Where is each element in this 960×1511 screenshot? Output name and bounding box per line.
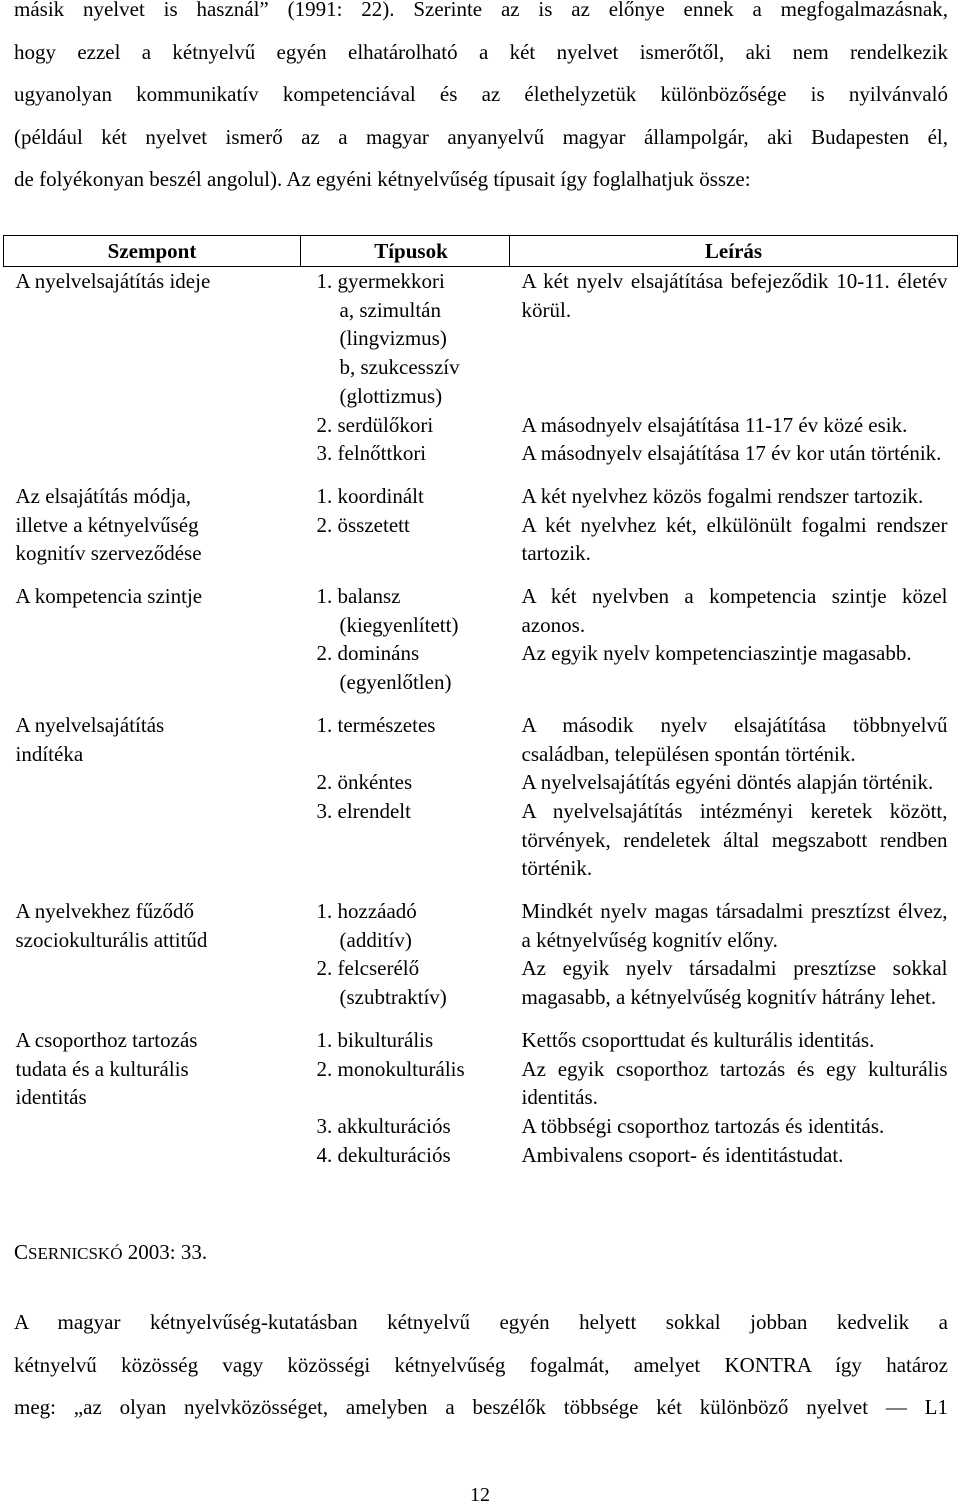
aspect-line: tudata és a kulturális [15,1056,189,1081]
subtype-line: b, szukcesszív [339,355,460,380]
description-cell: Kettős csoporttudat és kulturális identitás. [521,1027,875,1052]
type-line: 3. elrendelt [316,798,411,823]
subtype-line: (glottizmus) [339,383,443,408]
description-cell: A második nyelv elsajátítása többnyelvű családban, településen spontán történik. [521,712,948,766]
type-line: 2. serdülőkori [316,412,434,437]
type-line: 4. dekulturációs [316,1142,451,1167]
description-cell: A másodnyelv elsajátítása 17 év kor után történik. [521,441,942,466]
description-cell: Az egyik nyelv társadalmi presztízse sokkal magasabb, a kétnyelvűség kognitív hátrány lehet. [521,956,948,1010]
type-cell [301,711,510,768]
aspect-line: A nyelvekhez fűződő [15,899,194,924]
section-spacer [4,468,958,482]
aspect-cell [4,1026,301,1170]
description-cell: A két nyelvhez közös fogalmi rendszer tartozik. [521,483,924,508]
paragraph-line: A magyar kétnyelvűség-kutatásban kétnyelvű egyén helyett sokkal jobban kedvelik a [14,1310,948,1334]
description-cell: A nyelvelsajátítás egyéni döntés alapján történik. [521,770,934,795]
type-cell [301,439,510,468]
description-cell: A nyelvelsajátítás intézményi keretek között, törvények, rendeletek által megszabott rendben történik. [521,798,948,881]
aspect-line: kognitív szerveződése [15,541,202,566]
type-line: 1. gyermekkori [316,269,445,293]
type-line: 2. összetett [316,512,410,537]
type-cell [301,1026,510,1055]
aspect-cell [4,711,301,883]
description-cell: A két nyelv elsajátítása befejeződik 10-11. életév körül. [521,269,948,322]
type-cell [301,1112,510,1141]
type-line: 1. koordinált [316,483,424,508]
type-cell [301,897,510,954]
description-cell: Az egyik nyelv kompetenciaszintje magasabb. [521,641,912,666]
table-row [4,1026,958,1055]
table-header-row [4,236,958,267]
aspect-line: illetve a kétnyelvűség [15,512,199,537]
aspect-line: szociokulturális attitűd [15,927,208,952]
paragraph-line: meg: „az olyan nyelvközösséget, amelyben a beszélők többsége két különböző nyelvet — L1 [14,1395,948,1419]
type-cell [301,582,510,639]
type-line: 1. természetes [316,712,436,737]
aspect-line: identitás [15,1085,87,1110]
section-spacer [4,697,958,711]
description-cell: A két nyelvben a kompetencia szintje közel azonos. [521,584,948,637]
description-cell: Az egyik csoporthoz tartozás és egy kulturális identitás. [521,1056,948,1110]
paragraph-line: kétnyelvű közösség vagy közösségi kétnyelvűség fogalmát, amelyet KONTRA így határoz [14,1352,948,1377]
type-line: (additív) [339,927,412,952]
type-cell [301,1141,510,1170]
aspect-line: A nyelvelsajátítás ideje [15,269,211,293]
section-spacer [4,1012,958,1026]
type-cell [301,797,510,883]
aspect-line: A nyelvelsajátítás [15,712,165,737]
header-types: Típusok [301,236,510,267]
aspect-cell [4,482,301,568]
aspect-cell [4,267,301,468]
header-aspect: Szempont [4,236,301,267]
type-cell [301,1055,510,1112]
description-cell: A többségi csoporthoz tartozás és identitás. [521,1113,885,1138]
bilingualism-types-table [3,235,958,1169]
description-cell: Ambivalens csoport- és identitástudat. [521,1142,844,1167]
description-cell: A két nyelvhez két, elkülönült fogalmi rendszer tartozik. [521,512,948,566]
section-spacer [4,568,958,582]
table-row [4,897,958,954]
aspect-line: A kompetencia szintje [15,584,203,609]
type-line: 3. akkulturációs [316,1113,451,1138]
type-line: (egyenlőtlen) [339,670,452,695]
type-cell [301,768,510,797]
table-source: CSERNICSKÓ 2003: 33. [14,1240,208,1264]
type-cell [301,267,510,411]
type-line: 2. domináns [316,641,420,666]
type-cell [301,511,510,568]
subtype-line: a, szimultán [339,297,441,322]
type-line: 2. monokulturális [316,1056,465,1081]
description-cell: A másodnyelv elsajátítása 11-17 év közé esik. [521,412,908,437]
paragraph-line: (például két nyelvet ismerő az a magyar anyanyelvű magyar állampolgár, aki Budapesten él, [14,124,948,149]
subtype-line: (lingvizmus) [339,326,447,351]
type-cell [301,411,510,440]
header-description: Leírás [510,236,958,267]
aspect-cell [4,897,301,1012]
paragraph-line: de folyékonyan beszél angolul). Az egyéni kétnyelvűség típusait így foglalhatjuk össze: [14,167,751,191]
aspect-line: Az elsajátítás módja, [15,483,192,508]
type-cell [301,954,510,1011]
type-line: 2. felcserélő [316,956,420,981]
type-line: 1. bikulturális [316,1027,434,1052]
page-number: 12 [470,1484,490,1506]
aspect-cell [4,582,301,697]
table-row [4,482,958,511]
type-line: 3. felnőttkori [316,441,427,466]
aspect-line: indítéka [15,741,84,766]
paragraph-line: másik nyelvet is használ” (1991: 22). Szerinte az is az előnye ennek a megfogalmazásnak, [14,0,948,21]
type-cell [301,639,510,696]
section-spacer [4,883,958,897]
intro-paragraph [14,0,948,201]
type-line: (kiegyenlített) [339,612,459,637]
table-row [4,267,958,411]
description-cell: Mindkét nyelv magas társadalmi presztízst élvez, a kétnyelvűség kognitív előny. [521,899,948,952]
type-line: 2. önkéntes [316,770,413,795]
type-cell [301,482,510,511]
table-row [4,582,958,639]
closing-paragraph [14,1301,948,1429]
paragraph-line: ugyanolyan kommunikatív kompetenciával és az élethelyzetük különbözősége is nyilvánvaló [14,82,948,106]
paragraph-line: hogy ezzel a kétnyelvű egyén elhatárolható a két nyelvet ismerőtől, aki nem rendelkezik [14,39,948,64]
table-row [4,711,958,768]
aspect-line: A csoporthoz tartozás [15,1027,198,1052]
type-line: 1. hozzáadó [316,899,417,924]
type-line: (szubtraktív) [339,985,447,1010]
type-line: 1. balansz [316,584,401,609]
